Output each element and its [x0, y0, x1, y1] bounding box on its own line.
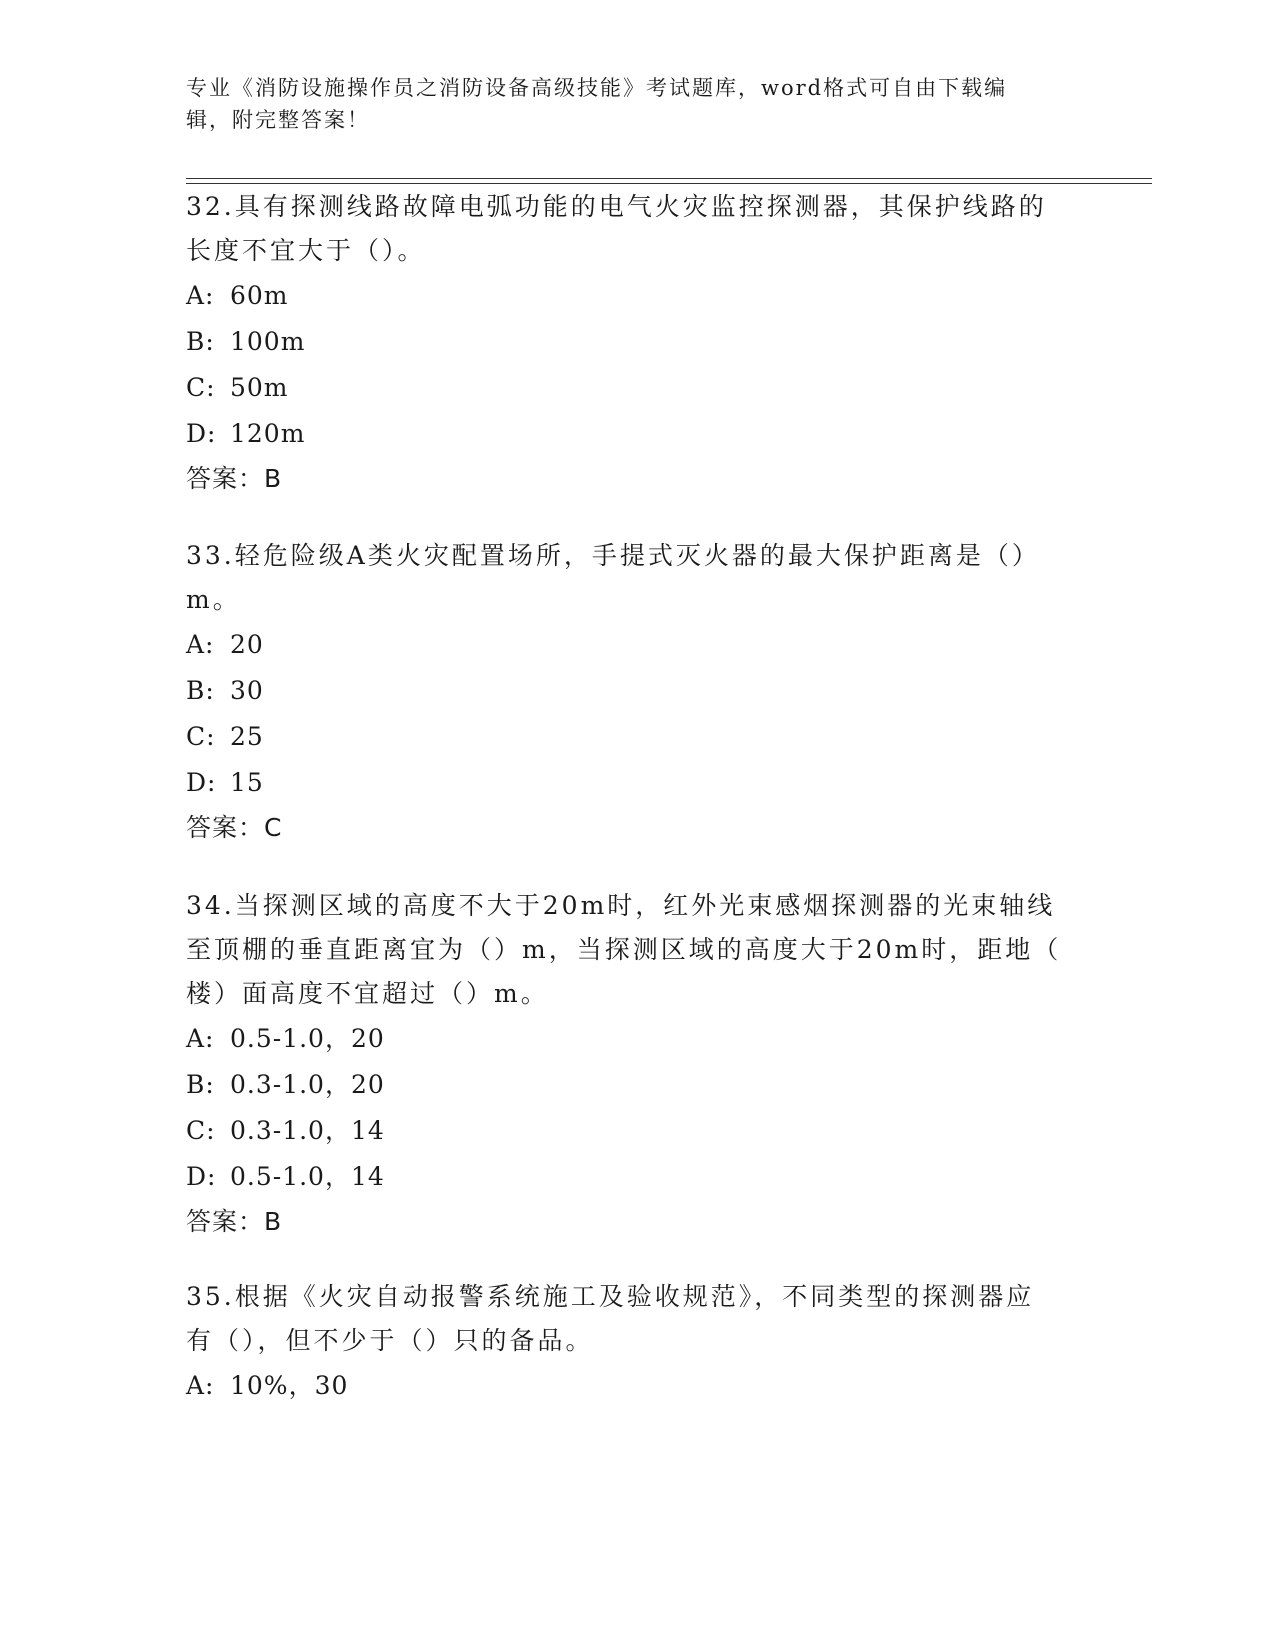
question-35: [186, 1275, 1076, 1409]
option-b: [186, 1062, 1076, 1108]
stem-line: m。: [186, 585, 241, 614]
option-list: [186, 1016, 1076, 1200]
option-a: [186, 1016, 1076, 1062]
question-32: [186, 185, 1076, 501]
option-list: [186, 622, 1076, 806]
header-line: 辑，附完整答案！: [186, 108, 370, 132]
option-text: 50m: [230, 373, 289, 402]
option-key: A:: [186, 281, 215, 310]
header-divider: [186, 183, 1152, 184]
option-text: 0.3-1.0，20: [230, 1070, 385, 1099]
option-list: [186, 273, 1076, 457]
option-c: [186, 714, 1076, 760]
option-text: 60m: [230, 281, 289, 310]
option-text: 120m: [230, 419, 306, 448]
stem-line: 33.轻危险级A类火灾配置场所，手提式灭火器的最大保护距离是（）: [186, 541, 1040, 570]
option-key: C:: [186, 373, 216, 402]
option-key: C:: [186, 1116, 216, 1145]
question-stem: [186, 1275, 1076, 1363]
header-line: 专业《消防设施操作员之消防设备高级技能》考试题库，word格式可自由下载编: [186, 76, 1008, 100]
document-header: [186, 72, 1066, 136]
option-key: D:: [186, 768, 217, 797]
stem-line: 楼）面高度不宜超过（）m。: [186, 979, 549, 1008]
option-key: A:: [186, 1371, 215, 1400]
option-key: B:: [186, 676, 215, 705]
option-a: [186, 273, 1076, 319]
option-a: [186, 622, 1076, 668]
option-text: 15: [230, 768, 264, 797]
option-d: [186, 411, 1076, 457]
option-key: D:: [186, 1162, 217, 1191]
option-key: A:: [186, 1024, 215, 1053]
option-d: [186, 1154, 1076, 1200]
option-list: [186, 1363, 1076, 1409]
stem-line: 有（），但不少于（）只的备品。: [186, 1326, 594, 1355]
option-text: 20: [230, 630, 264, 659]
option-key: C:: [186, 722, 216, 751]
question-stem: [186, 534, 1076, 622]
answer-line: 答案：C: [186, 813, 283, 842]
option-text: 10%，30: [230, 1371, 349, 1400]
answer-line: 答案：B: [186, 1207, 283, 1236]
option-d: [186, 760, 1076, 806]
option-text: 0.5-1.0，20: [230, 1024, 385, 1053]
option-c: [186, 365, 1076, 411]
option-text: 100m: [230, 327, 306, 356]
option-key: A:: [186, 630, 215, 659]
answer-line: 答案：B: [186, 464, 283, 493]
option-key: B:: [186, 327, 215, 356]
option-text: 0.3-1.0，14: [230, 1116, 385, 1145]
option-b: [186, 319, 1076, 365]
option-text: 25: [230, 722, 264, 751]
option-c: [186, 1108, 1076, 1154]
stem-line: 至顶棚的垂直距离宜为（）m，当探测区域的高度大于20m时，距地（: [186, 935, 1062, 964]
question-34: [186, 884, 1076, 1244]
stem-line: 长度不宜大于（）。: [186, 236, 426, 265]
option-a: [186, 1363, 1076, 1409]
option-b: [186, 668, 1076, 714]
stem-line: 35.根据《火灾自动报警系统施工及验收规范》，不同类型的探测器应: [186, 1282, 1035, 1311]
question-33: [186, 534, 1076, 850]
stem-line: 32.具有探测线路故障电弧功能的电气火灾监控探测器，其保护线路的: [186, 192, 1047, 221]
option-key: B:: [186, 1070, 215, 1099]
question-stem: [186, 884, 1076, 1016]
header-divider: [186, 178, 1152, 179]
stem-line: 34.当探测区域的高度不大于20m时，红外光束感烟探测器的光束轴线: [186, 891, 1056, 920]
option-text: 0.5-1.0，14: [230, 1162, 385, 1191]
option-key: D:: [186, 419, 217, 448]
question-stem: [186, 185, 1076, 273]
option-text: 30: [230, 676, 264, 705]
